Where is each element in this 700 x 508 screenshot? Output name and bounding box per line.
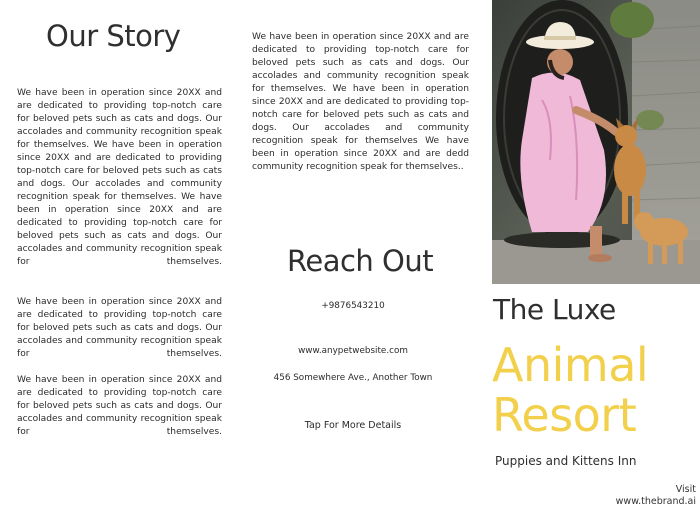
middle-panel: [240, 0, 492, 507]
more-details-link[interactable]: Tap For More Details: [304, 420, 402, 431]
brand-subtitle: Puppies and Kittens Inn: [495, 454, 637, 468]
right-panel: [492, 0, 700, 507]
brand-name-line-2: Resort: [492, 388, 637, 442]
story-paragraph-2: We have been in operation since 20XX and are dedicated to providing top-notch care for beloved pets such as cats and dogs. Our accolades and community recognition speak for themselves.: [17, 297, 222, 359]
visit-footer[interactable]: [616, 484, 696, 508]
story-paragraph-1: We have been in operation since 20XX and are dedicated to providing top-notch care for beloved pets such as cats and dogs. Our accolades and community recognition speak for themselves. We have been in operation since 20XX and are dedicated to providing top-notch care for beloved pets such as cats and dogs. Our accolades and community recognition speak for themselves. We have been in operation since 20XX and are dedicated to providing top-notch care for beloved pets such as cats and dogs. Our accolades and community recognition speak for themselves.: [17, 88, 222, 267]
website-link[interactable]: www.anypetwebsite.com: [298, 346, 408, 356]
phone-number: +9876543210: [321, 301, 385, 311]
reach-out-title: Reach Out: [287, 244, 434, 278]
woman-with-dogs-photo: [492, 0, 700, 284]
visit-url[interactable]: www.thebrand.ai: [615, 496, 696, 507]
address-text: 456 Somewhere Ave., Another Town: [273, 373, 433, 383]
brand-prefix: The Luxe: [493, 293, 616, 326]
left-panel: [0, 0, 240, 507]
brand-name-line-1: Animal: [492, 338, 649, 392]
brand-name: [492, 340, 648, 440]
visit-label: Visit: [675, 484, 696, 495]
story-paragraph-3: We have been in operation since 20XX and are dedicated to providing top-notch care for beloved pets such as cats and dogs. Our accolades and community recognition speak for themselves.: [17, 375, 222, 437]
middle-paragraph: We have been in operation since 20XX and are dedicated to providing top-notch care for beloved pets such as cats and dogs. Our accolades and community recognition speak for themselves. We have been in operation since 20XX and are dedicated to providing top-notch care for beloved pets such as cats and dogs. Our accolades and community recognition speak for themselves We have been in operation since 20XX and are dedd community recognition speak for themselves..: [252, 32, 469, 172]
our-story-title: Our Story: [46, 19, 181, 53]
